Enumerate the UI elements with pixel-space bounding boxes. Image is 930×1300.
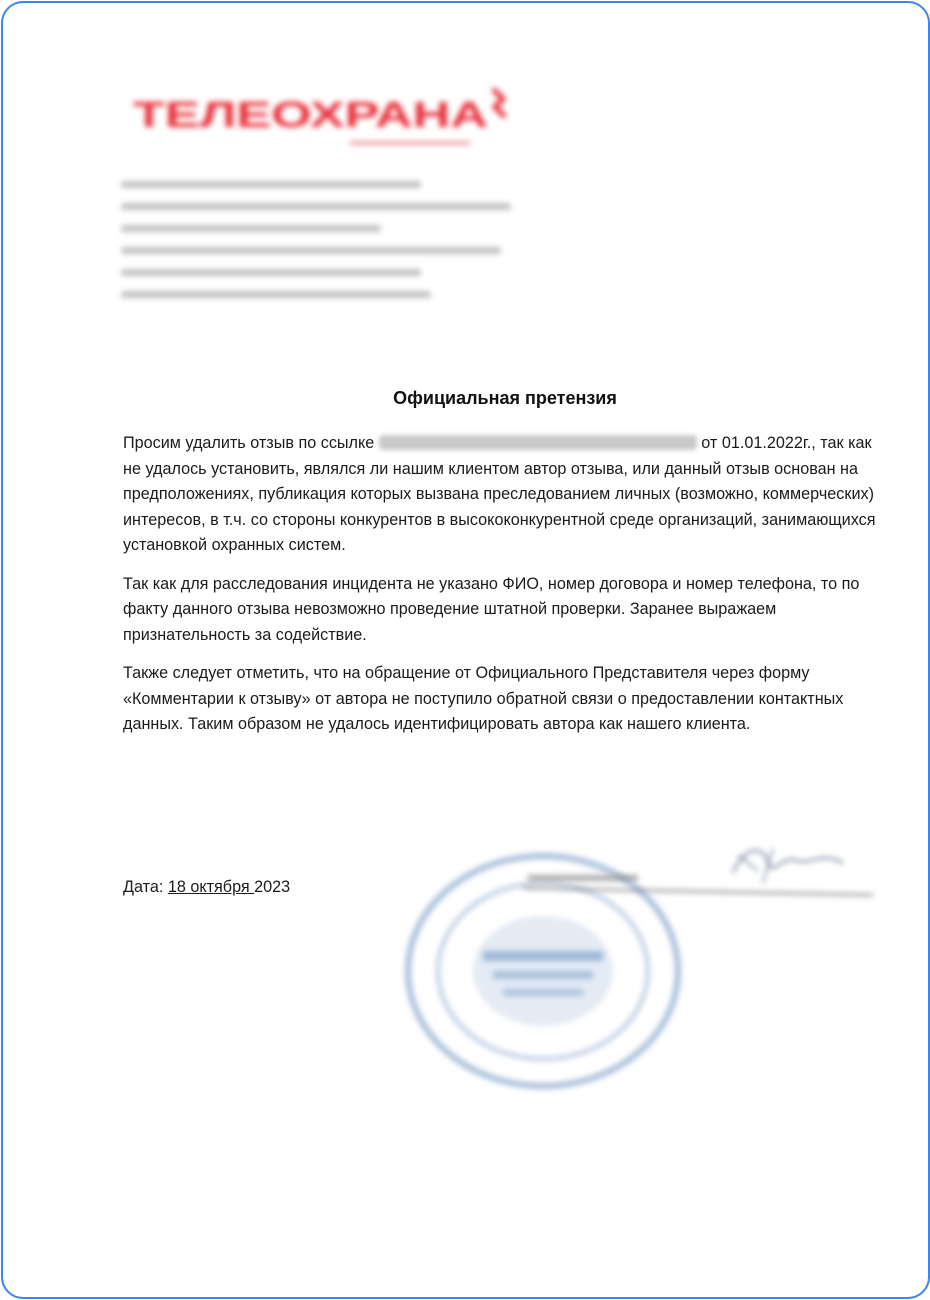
date-label: Дата:: [123, 878, 164, 896]
company-address-block-redacted: [121, 181, 521, 313]
date-line: [123, 878, 290, 897]
paragraph-1: [123, 431, 893, 559]
signature: [523, 843, 893, 923]
paragraph-1-start: Просим удалить отзыв по ссылке: [123, 434, 379, 452]
paragraph-3: Также следует отметить, что на обращение от Официального Представителя через форму «Комментарии к отзыву» от автора не поступило обратной связи о предоставлении контактных данных. Таким образом не удалось идентифицировать автора как нашего клиента.: [123, 664, 844, 733]
paragraph-1-end: от 01.01.2022г., так как не удалось установить, являлся ли нашим клиентом автор отзыва, или данный отзыв основан на предположениях, публикация которых вызвана преследованием личных (возможно, коммерческих) интересов, в т.ч. со стороны конкурентов в высококонкурентной среде организаций, занимающихся установкой охранных систем.: [123, 434, 876, 554]
paragraph-2: Так как для расследования инцидента не указано ФИО, номер договора и номер телефона, то по факту данного отзыва невозможно проведение штатной проверки. Заранее выражаем признательность за содействие.: [123, 574, 860, 644]
document-frame: [1, 1, 930, 1299]
company-logo: [125, 83, 525, 163]
document-title: Официальная претензия: [393, 388, 617, 408]
redacted-link: [379, 435, 697, 450]
date-year: 2023: [254, 878, 291, 896]
document-body: [123, 431, 893, 751]
date-value: 18 октября: [167, 878, 255, 896]
svg-text:ТЕЛЕОХРАНА: ТЕЛЕОХРАНА: [133, 94, 488, 135]
